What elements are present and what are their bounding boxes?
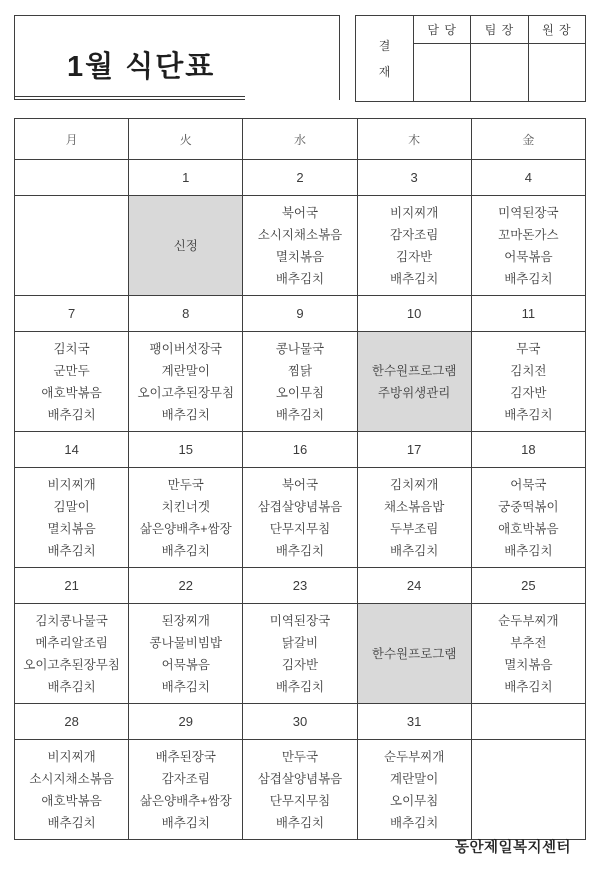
approval-stamp-char-bottom: 재 — [378, 64, 391, 79]
menu-line: 배추김치 — [47, 407, 96, 422]
menu-cell — [471, 604, 585, 704]
menu-line: 채소볶음밥 — [383, 499, 445, 514]
menu-line: 순두부찌개 — [383, 749, 445, 764]
menu-line: 멸치볶음 — [47, 521, 96, 536]
menu-line: 콩나물비빔밥 — [149, 635, 222, 650]
menu-line: 배추김치 — [161, 407, 210, 422]
signature-cell-wonjang — [528, 44, 585, 102]
date-row — [15, 432, 586, 468]
menu-line: 애호박볶음 — [41, 793, 102, 808]
weekday-header-fri: 金 — [471, 119, 585, 160]
menu-line: 비지찌개 — [47, 477, 96, 492]
menu-line: 김치전 — [510, 363, 547, 378]
menu-line: 한수원프로그램 — [371, 646, 457, 661]
menu-line: 만두국 — [167, 477, 204, 492]
menu-line: 배추김치 — [161, 679, 210, 694]
menu-line: 배추김치 — [161, 815, 210, 830]
menu-line: 배추김치 — [275, 679, 325, 694]
date-cell: 14 — [15, 432, 129, 468]
menu-line: 신정 — [173, 238, 198, 253]
menu-line: 소시지채소볶음 — [29, 771, 114, 786]
menu-line: 배추김치 — [47, 543, 96, 558]
approval-stamp-label — [356, 16, 414, 102]
menu-line: 김자반 — [510, 385, 547, 400]
menu-cell — [357, 468, 471, 568]
page-title: 1월 식단표 — [67, 51, 216, 83]
date-cell: 31 — [357, 704, 471, 740]
date-cell: 16 — [243, 432, 357, 468]
date-cell: 23 — [243, 568, 357, 604]
date-cell: 25 — [471, 568, 585, 604]
date-row — [15, 568, 586, 604]
approval-role-header-damdang: 담 당 — [414, 16, 471, 44]
menu-cell — [471, 196, 585, 296]
event-cell — [129, 196, 243, 296]
menu-line: 어묵볶음 — [504, 249, 553, 264]
menu-line: 계란말이 — [390, 771, 439, 786]
menu-line: 오이고추된장무침 — [23, 657, 120, 672]
weekday-header-thu: 木 — [357, 119, 471, 160]
menu-line: 김자반 — [281, 657, 319, 672]
date-cell: 28 — [15, 704, 129, 740]
signature-cell-damdang — [414, 44, 471, 102]
menu-line: 김말이 — [53, 499, 90, 514]
menu-cell — [15, 332, 129, 432]
menu-cell — [15, 740, 129, 840]
menu-line: 오이고추된장무침 — [137, 385, 235, 400]
menu-line: 만두국 — [281, 749, 319, 764]
menu-cell — [243, 740, 357, 840]
menu-cell — [357, 740, 471, 840]
menu-line: 배추김치 — [504, 407, 553, 422]
menu-line: 북어국 — [281, 205, 319, 220]
date-cell: 21 — [15, 568, 129, 604]
menu-row — [15, 332, 586, 432]
menu-line: 단무지무침 — [269, 521, 331, 536]
menu-line: 한수원프로그램 — [371, 363, 457, 378]
menu-row — [15, 196, 586, 296]
menu-line: 미역된장국 — [269, 613, 331, 628]
signature-cell-timjang — [471, 44, 528, 102]
calendar-body — [15, 160, 586, 840]
weekday-header-mon: 月 — [15, 119, 129, 160]
approval-stamp-char-top: 결 — [378, 38, 391, 53]
menu-line: 김치콩나물국 — [35, 613, 108, 628]
menu-line: 어묵국 — [510, 477, 547, 492]
menu-line: 메추리알조림 — [35, 635, 108, 650]
menu-line: 배추김치 — [47, 679, 96, 694]
date-cell: 10 — [357, 296, 471, 332]
menu-line: 꼬마돈가스 — [498, 227, 559, 242]
header-area — [14, 15, 586, 100]
menu-line: 찜닭 — [287, 363, 313, 378]
menu-cell — [129, 468, 243, 568]
menu-line: 배추김치 — [275, 407, 325, 422]
menu-cell — [471, 740, 585, 840]
menu-line: 김치찌개 — [390, 477, 439, 492]
menu-line: 미역된장국 — [498, 205, 559, 220]
menu-cell — [357, 196, 471, 296]
menu-line: 부추전 — [510, 635, 547, 650]
menu-line: 삼겹살양념볶음 — [257, 771, 343, 786]
event-cell — [357, 604, 471, 704]
menu-line: 궁중떡볶이 — [498, 499, 559, 514]
menu-cell — [15, 468, 129, 568]
menu-line: 비지찌개 — [390, 205, 439, 220]
date-cell: 1 — [129, 160, 243, 196]
date-cell: 18 — [471, 432, 585, 468]
menu-cell — [129, 740, 243, 840]
menu-line: 멸치볶음 — [504, 657, 553, 672]
menu-line: 된장찌개 — [161, 613, 210, 628]
menu-cell — [15, 604, 129, 704]
menu-line: 단무지무침 — [269, 793, 331, 808]
date-row — [15, 296, 586, 332]
menu-line: 주방위생관리 — [377, 385, 451, 400]
footer-org-name: 동안제일복지센터 — [454, 840, 571, 856]
date-cell: 3 — [357, 160, 471, 196]
menu-line: 오이무침 — [390, 793, 439, 808]
date-cell: 24 — [357, 568, 471, 604]
menu-line: 소시지채소볶음 — [257, 227, 343, 242]
menu-line: 배추김치 — [275, 271, 325, 286]
menu-cell — [243, 604, 357, 704]
weekday-header-tue: 火 — [129, 119, 243, 160]
menu-line: 배추김치 — [275, 543, 325, 558]
date-cell — [471, 704, 585, 740]
menu-line: 닭갈비 — [281, 635, 319, 650]
date-cell — [15, 160, 129, 196]
date-cell: 2 — [243, 160, 357, 196]
calendar-table — [14, 118, 586, 840]
menu-line: 순두부찌개 — [498, 613, 559, 628]
date-row — [15, 160, 586, 196]
menu-line: 무국 — [516, 341, 541, 356]
menu-line: 배추김치 — [504, 679, 553, 694]
menu-line: 배추김치 — [390, 271, 439, 286]
menu-line: 비지찌개 — [47, 749, 96, 764]
date-cell: 4 — [471, 160, 585, 196]
date-row — [15, 704, 586, 740]
menu-line: 콩나물국 — [275, 341, 325, 356]
menu-line: 배추김치 — [504, 543, 553, 558]
menu-row — [15, 740, 586, 840]
menu-line: 배추김치 — [161, 543, 210, 558]
event-cell — [357, 332, 471, 432]
menu-cell — [243, 332, 357, 432]
menu-line: 삶은양배추+쌈장 — [139, 521, 232, 536]
menu-line: 김치국 — [53, 341, 90, 356]
date-cell: 17 — [357, 432, 471, 468]
menu-line: 두부조림 — [390, 521, 439, 536]
approval-table — [355, 15, 586, 102]
menu-line: 삶은양배추+쌈장 — [139, 793, 232, 808]
weekday-header-row — [15, 119, 586, 160]
menu-line: 배추김치 — [390, 543, 439, 558]
menu-cell — [243, 468, 357, 568]
menu-row — [15, 468, 586, 568]
menu-line: 배추김치 — [47, 815, 96, 830]
menu-line: 어묵볶음 — [161, 657, 210, 672]
menu-cell — [129, 332, 243, 432]
menu-line: 배추된장국 — [155, 749, 216, 764]
menu-line: 멸치볶음 — [275, 249, 325, 264]
menu-line: 감자조림 — [161, 771, 210, 786]
title-underline — [14, 96, 245, 100]
menu-line: 삼겹살양념볶음 — [257, 499, 343, 514]
menu-cell — [129, 604, 243, 704]
menu-line: 치킨너겟 — [161, 499, 210, 514]
date-cell: 22 — [129, 568, 243, 604]
title-box — [14, 15, 340, 100]
date-cell: 11 — [471, 296, 585, 332]
weekday-header-wed: 水 — [243, 119, 357, 160]
date-cell: 30 — [243, 704, 357, 740]
date-cell: 9 — [243, 296, 357, 332]
approval-role-header-timjang: 팀 장 — [471, 16, 528, 44]
menu-line: 김자반 — [396, 249, 433, 264]
menu-cell — [471, 332, 585, 432]
menu-line: 팽이버섯장국 — [149, 341, 222, 356]
date-cell: 29 — [129, 704, 243, 740]
date-cell: 15 — [129, 432, 243, 468]
menu-line: 감자조림 — [390, 227, 439, 242]
menu-line: 배추김치 — [504, 271, 553, 286]
menu-line: 북어국 — [281, 477, 319, 492]
menu-line: 오이무침 — [275, 385, 325, 400]
menu-line: 배추김치 — [275, 815, 325, 830]
menu-line: 계란말이 — [161, 363, 210, 378]
menu-line: 애호박볶음 — [498, 521, 559, 536]
menu-cell — [243, 196, 357, 296]
menu-cell — [15, 196, 129, 296]
menu-line: 군만두 — [53, 363, 90, 378]
menu-row — [15, 604, 586, 704]
date-cell: 7 — [15, 296, 129, 332]
menu-line: 애호박볶음 — [41, 385, 102, 400]
menu-cell — [471, 468, 585, 568]
date-cell: 8 — [129, 296, 243, 332]
approval-role-header-wonjang: 원 장 — [528, 16, 585, 44]
menu-line: 배추김치 — [390, 815, 439, 830]
